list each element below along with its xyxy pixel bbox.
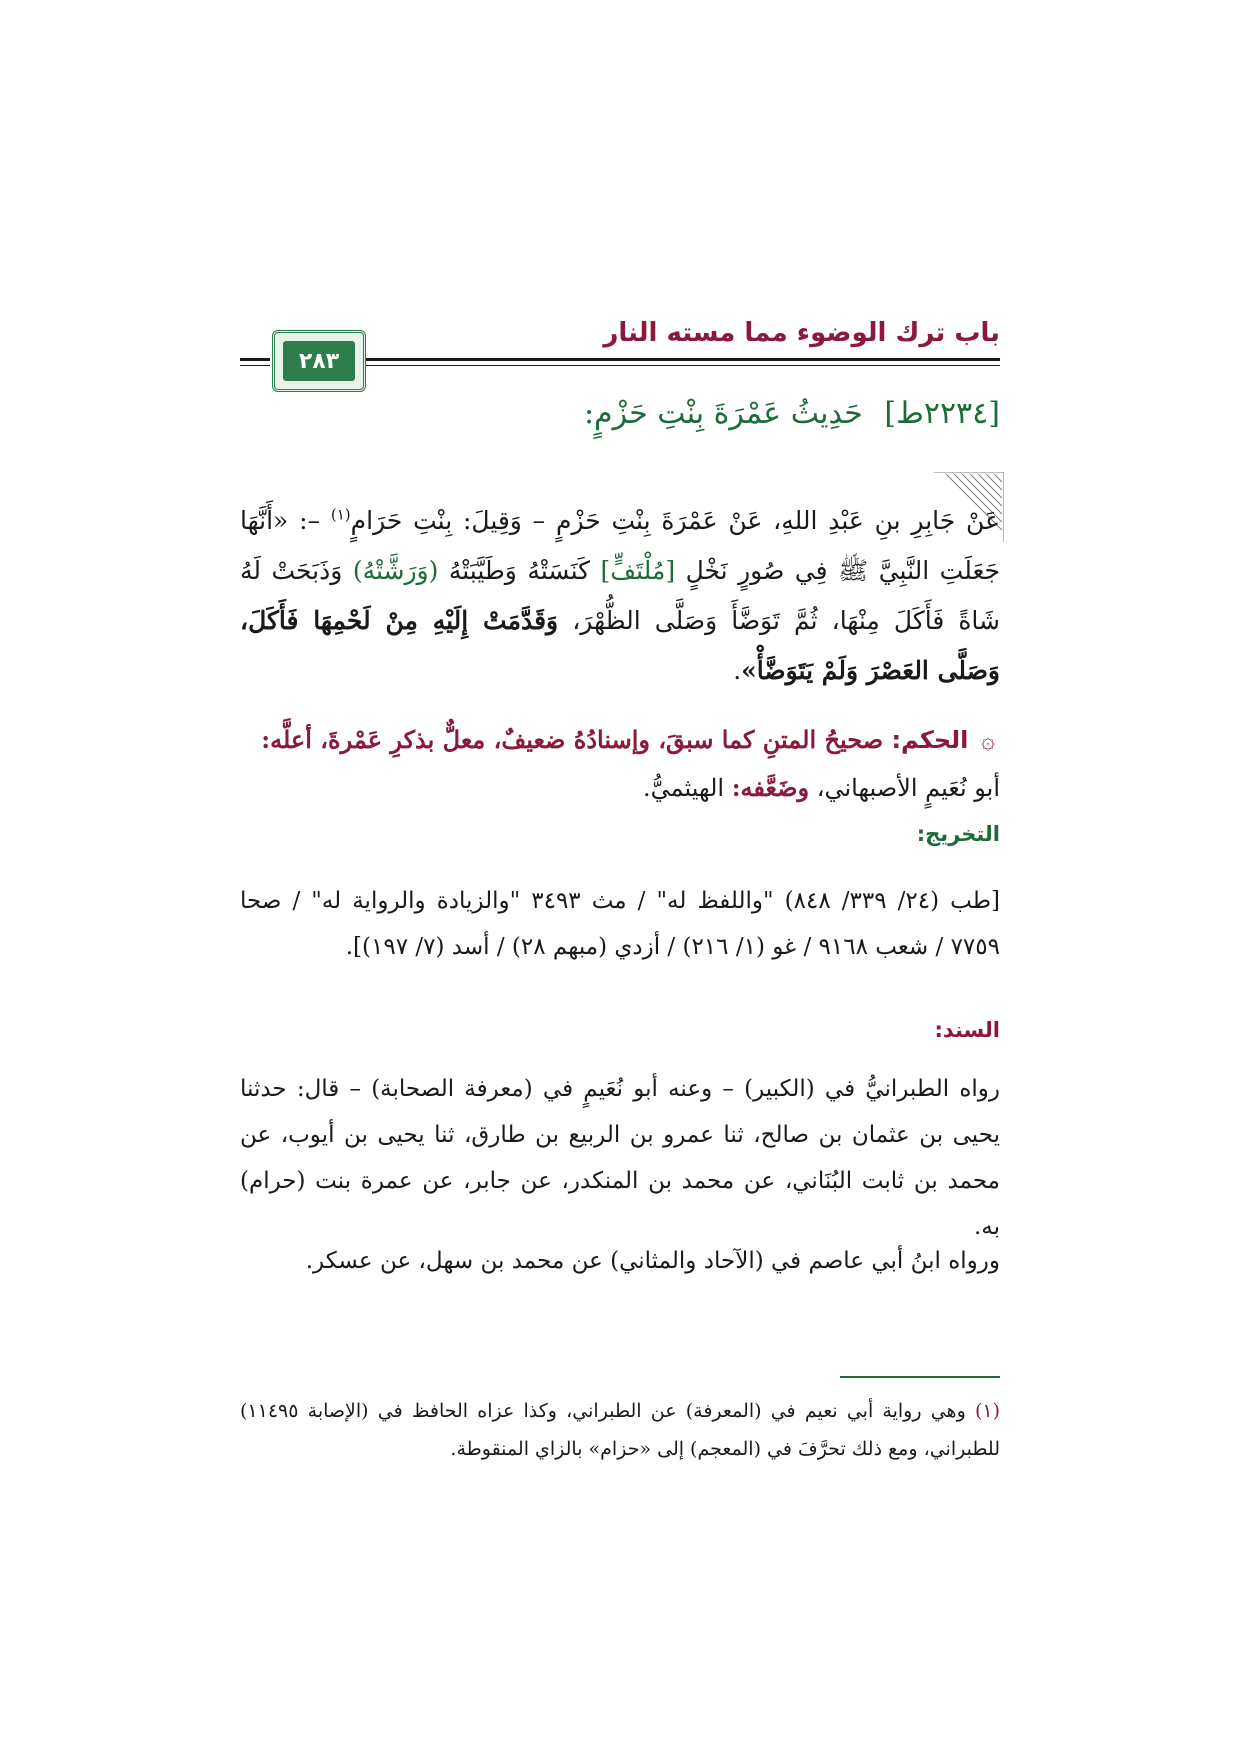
hadith-id: [٢٢٣٤ط]: [884, 396, 1000, 431]
ruling: [240, 716, 1000, 812]
header-rule-thin: [364, 365, 1000, 366]
header-rule-left: [240, 358, 270, 361]
page-number-frame: [272, 330, 366, 392]
hadith-text: [240, 496, 1000, 696]
bracket-word: [مُلْتَفٍّ]: [600, 556, 676, 585]
ruling-text: أبو نُعَيمٍ الأصبهاني،: [809, 774, 1000, 802]
ruling-label: الحكم:: [891, 726, 969, 754]
footnote: [240, 1392, 1000, 1468]
hadith-text-bold: وَقَدَّمَتْ إِلَيْهِ مِنْ لَحْمِهَا فَأَكَلَ، وَصَلَّى العَصْرَ وَلَمْ يَتَوَضَّأْ»: [240, 606, 1000, 685]
header-rule-left-thin: [240, 365, 270, 366]
weakened-label: وضَعَّفه:: [731, 773, 810, 802]
footnote-ref[interactable]: (١): [330, 505, 351, 524]
paren-word: (وَرَشَّتْهُ): [352, 556, 439, 585]
ruling-text-2: الهيثميُّ.: [643, 774, 732, 802]
sanad-label: السند:: [934, 1018, 1000, 1042]
chapter-title: باب ترك الوضوء مما مسته النار: [603, 318, 1000, 348]
footnote-rule: [840, 1376, 1000, 1378]
ruling-verdict: صحيحُ المتنِ كما سبقَ، وإسنادُهُ ضعيفٌ، معلٌّ بذكرِ عَمْرةَ، أعلَّه:: [261, 725, 892, 754]
takhrij-label: التخريج:: [916, 822, 1000, 846]
hadith-text-part: وَذَبَحَتْ لَهُ شَاةً فَأَكَلَ مِنْهَا، ثُمَّ تَوَضَّأَ وَصَلَّى الظُّهْرَ،: [240, 556, 1000, 635]
hadith-text-part: عَنْ جَابِرِ بنِ عَبْدِ اللهِ، عَنْ عَمْرَةَ بِنْتِ حَزْمٍ – وَقِيلَ: بِنْتِ حَرَامٍ: [350, 506, 1000, 535]
hadith-text-part: كَنَسَتْهُ وَطَيَّبَتْهُ: [438, 556, 601, 585]
hadith-text-end: .: [733, 656, 742, 685]
hadith-heading: [240, 396, 1000, 431]
flower-ornament-icon: ۞: [980, 726, 996, 754]
footnote-number: (١): [974, 1400, 1000, 1422]
sanad-paragraph-1: رواه الطبرانيُّ في (الكبير) – وعنه أبو نُعَيمٍ في (معرفة الصحابة) – قال: حدثنا يحيى بن عثمان بن صالح، ثنا عمرو بن الربيع بن طارق، ثنا يحيى بن أيوب، عن محمد بن ثابت البُنَاني، عن محمد بن المنكدر، عن جابر، عن عمرة بنت (حرام) به.: [240, 1076, 1000, 1240]
sanad-paragraph-2: ورواه ابنُ أبي عاصم في (الآحاد والمثاني) عن محمد بن سهل، عن عسكر.: [305, 1248, 1000, 1274]
hadith-title: حَدِيثُ عَمْرَةَ بِنْتِ حَزْمٍ:: [583, 396, 863, 431]
footnote-text: وهي رواية أبي نعيم في (المعرفة) عن الطبراني، وكذا عزاه الحافظ في (الإصابة ١١٤٩٥) للطبراني، ومع ذلك تحرَّفَ في (المعجم) إلى «حزام» بالزاي المنقوطة.: [240, 1400, 1000, 1460]
takhrij-text: [طب (٢٤/ ٣٣٩/ ٨٤٨) "واللفظ له" / مث ٣٤٩٣ "والزيادة والرواية له" / صحا ٧٧٥٩ / شعب ٩١٦٨ / غو (١/ ٢١٦) / أزدي (مبهم ٢٨) / أسد (٧/ ١٩٧)].: [240, 888, 1001, 960]
header-rule: [364, 358, 1000, 361]
hadith-text-part: –: «أَنَّهَا جَعَلَتِ النَّبِيَّ ﷺ فِي صُورٍ نَخْلٍ: [240, 506, 1001, 585]
page-number: ٢٨٣: [283, 341, 355, 381]
